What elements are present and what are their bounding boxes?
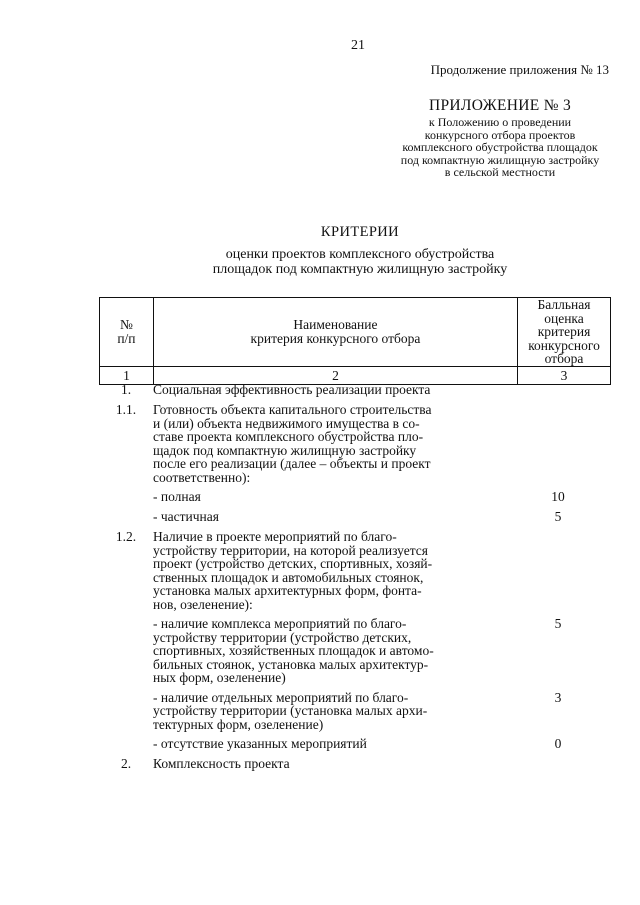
table-row [99,530,611,611]
criteria-subtitle-line: площадок под компактную жилищную застройку [212,262,508,277]
row-text-line: Комплексность проекта [153,756,290,771]
row-text-line: - частичная [153,509,219,524]
header-line: Балльная оценка [537,297,591,326]
row-score: 0 [554,736,562,751]
table-row [99,383,611,397]
table-row [99,617,611,685]
row-text-line: устройству территории (установка малых архи- [153,703,428,718]
row-score: 5 [554,509,562,524]
row-text-line: и (или) объекта недвижимого имущества в со- [153,415,420,431]
row-text-line: ных форм, озеленение) [153,670,286,685]
row-text-line: нов, озеленение): [153,596,253,612]
row-text-line: бильных стоянок, установка малых архитектур- [153,656,429,672]
row-text-line: Готовность объекта капитального строительства [153,402,432,417]
criteria-subtitle-line: оценки проектов комплексного обустройства [225,247,495,262]
continuation-note: Продолжение приложения № 13 [430,62,609,77]
row-text-line: соответственно): [153,469,251,485]
header-line: конкурсного [528,337,600,353]
row-text [153,530,465,611]
header-score-cell [518,298,611,367]
row-text-line: ставе проекта комплексного обустройства пло- [153,429,424,444]
row-score: 5 [554,616,562,631]
row-text [153,383,465,397]
row-text-line: - наличие отдельных мероприятий по благо- [153,689,409,705]
row-number: 1. [120,382,132,397]
row-text [153,737,465,751]
appendix-title: ПРИЛОЖЕНИЕ № 3 [428,97,572,114]
criteria-title: КРИТЕРИИ [320,224,400,240]
row-text-line: Социальная эффективность реализации проекта [153,382,431,397]
row-text-line: спортивных, хозяйственных площадок и автомо- [153,643,434,658]
row-number: 1.1. [115,402,137,417]
header-line: критерия конкурсного отбора [250,330,421,346]
row-text-line: - наличие комплекса мероприятий по благо- [153,616,407,631]
page-number: 21 [351,38,365,53]
row-text [153,403,465,484]
row-number: 2. [120,756,132,771]
row-score: 10 [551,489,565,504]
column-number-3: 3 [518,366,611,384]
header-line: п/п [117,330,136,346]
row-text-line: установка малых архитектурных форм, фонта- [153,583,422,598]
row-text [153,757,465,771]
row-text-line: - отсутствие указанных мероприятий [153,736,367,751]
header-line: критерия [537,324,591,339]
row-text-line: щадок под компактную жилищную застройку [153,442,417,458]
row-text-line: после его реализации (далее – объекты и проект [153,456,431,471]
row-text [153,617,465,685]
header-line: Наименование [293,317,378,333]
table-row [99,490,611,504]
appendix-subtitle-line: в сельской местности [444,165,556,179]
criteria-subtitle [160,247,560,277]
row-text-line: Наличие в проекте мероприятий по благо- [153,529,397,544]
table-row [99,691,611,732]
appendix-subtitle-line: под компактную жилищную застройку [400,152,600,167]
row-text-line: - полная [153,489,201,504]
appendix-subtitle-line: комплексного обустройства площадок [402,140,598,154]
row-text [153,490,465,504]
appendix-subtitle [380,116,620,179]
table-row [99,403,611,484]
column-number-1: 1 [100,366,154,384]
header-name-cell [153,298,517,367]
table-row [99,737,611,751]
appendix-subtitle-line: конкурсного отбора проектов [424,127,576,142]
row-text-line: тектурных форм, озеленение) [153,716,324,732]
table-row [99,757,611,771]
header-number-cell [100,298,154,367]
row-text-line: устройству территории, на которой реализуется [153,542,428,558]
row-number: 1.2. [115,529,137,544]
row-text [153,691,465,732]
column-number-2: 2 [153,366,517,384]
row-score: 3 [554,689,562,705]
header-line: № [119,317,133,333]
criteria-table-header [99,297,611,385]
appendix-subtitle-line: к Положению о проведении [428,115,572,129]
row-text [153,510,465,524]
row-text-line: устройству территории (устройство детских, [153,629,412,645]
row-text-line: проект (устройство детских, спортивных, хозяй- [153,556,433,571]
header-line: отбора [544,351,584,366]
row-text-line: ственных площадок и автомобильных стоянок, [153,569,424,585]
table-row [99,510,611,524]
criteria-rows [99,383,611,777]
